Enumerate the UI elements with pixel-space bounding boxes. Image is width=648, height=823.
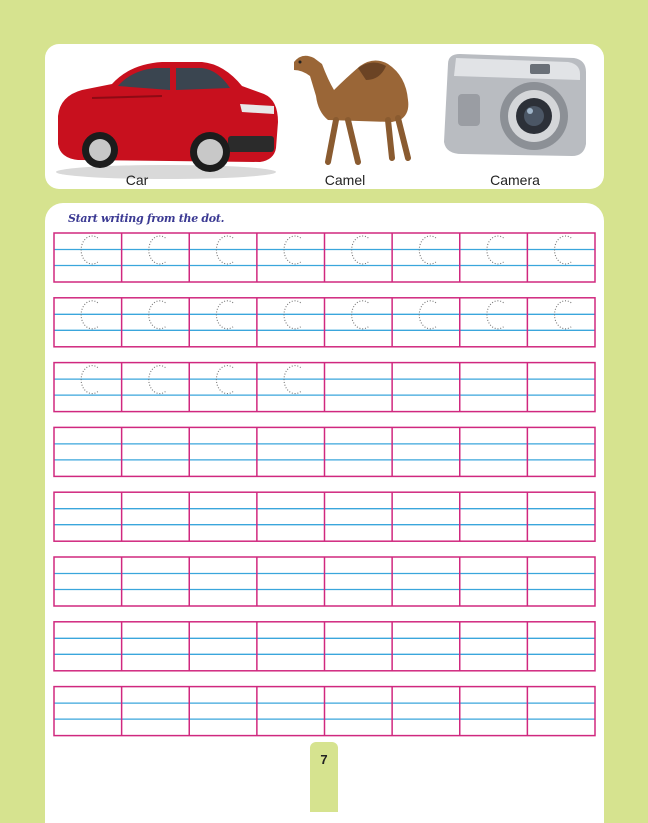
- page-number: 7: [320, 752, 328, 767]
- instruction-text: Start writing from the dot.: [68, 212, 225, 225]
- car-label: Car: [125, 172, 149, 188]
- camera-label: Camera: [490, 172, 540, 188]
- camel-label: Camel: [324, 172, 366, 188]
